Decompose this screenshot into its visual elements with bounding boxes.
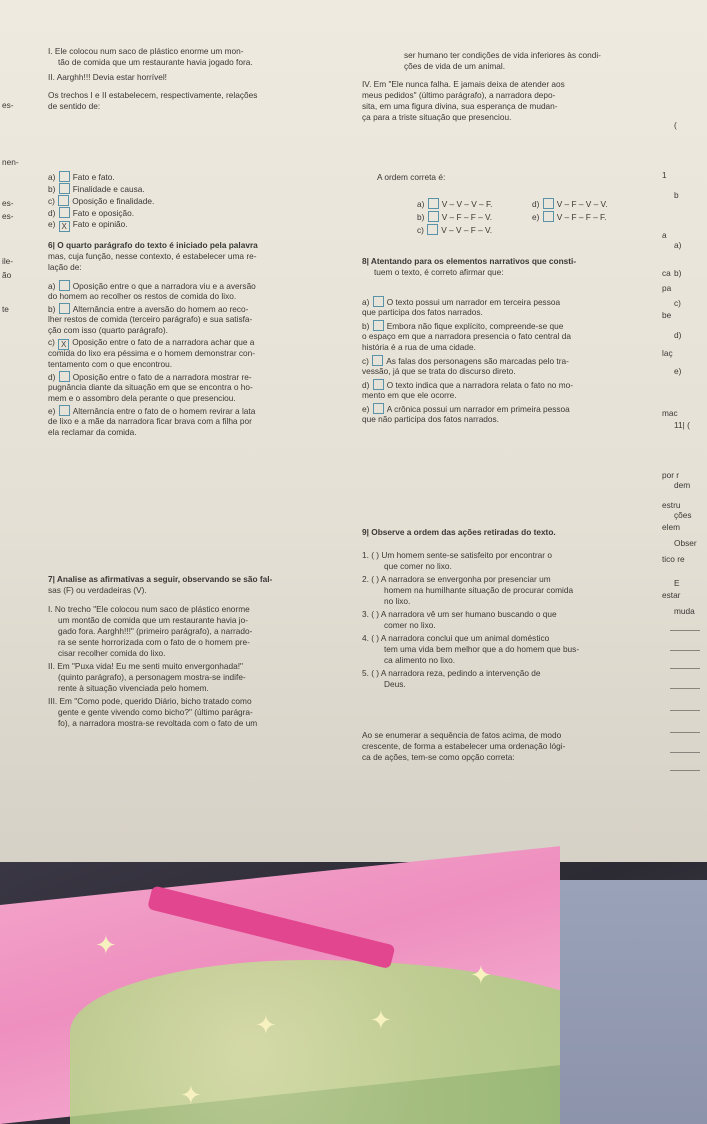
statement-text: um montão de comida que um restaurante havia jo- — [58, 615, 249, 625]
ordering-item: 5. ( ) A narradora reza, pedindo a intervenção de — [362, 668, 541, 678]
option-text: Oposição entre o fato de a narradora achar que a — [72, 337, 255, 347]
option-letter: d) — [48, 208, 58, 218]
cut-off-text: 1 — [662, 170, 667, 180]
option-text: Embora não fique explícito, compreende-se que — [386, 321, 564, 331]
option-text: V – V – F – V. — [441, 225, 493, 235]
star-icon: ✦ — [255, 1010, 277, 1040]
cut-off-text: E — [674, 578, 680, 588]
q6-option-continued: de lixo e a mãe da narradora ficar brava com a filha por — [48, 416, 252, 426]
margin-note: te — [2, 304, 9, 314]
answer-checkbox[interactable] — [428, 211, 439, 222]
q6-option-continued: comida do lixo era péssima e o homem demonstrar con- — [48, 348, 256, 358]
ordering-item-continued: Deus. — [384, 679, 406, 689]
answer-checkbox[interactable] — [59, 303, 70, 314]
answer-line — [670, 710, 700, 711]
option-text: V – F – V – V. — [556, 199, 608, 209]
option-text: Oposição e finalidade. — [72, 196, 155, 206]
answer-line — [670, 752, 700, 753]
q8-option-continued: mento em que ele ocorre. — [362, 390, 457, 400]
option-text: Fato e opinião. — [72, 219, 128, 229]
q6-option-continued: ela reclamar da comida. — [48, 427, 137, 437]
cut-off-text: elem — [662, 522, 680, 532]
statement-text: ser humano ter condições de vida inferiores às condi- — [404, 50, 601, 60]
answer-checkbox[interactable] — [59, 171, 70, 182]
option-letter: c) — [417, 225, 427, 235]
cut-off-text: 11| ( — [674, 420, 690, 430]
answer-checkbox[interactable] — [543, 211, 554, 222]
option-text: O texto possui um narrador em terceira pessoa — [386, 297, 561, 307]
cut-off-text: ções — [674, 510, 692, 520]
option-letter: d) — [532, 199, 542, 209]
answer-checkbox[interactable] — [373, 320, 384, 331]
cut-off-text: pa — [662, 283, 672, 293]
cut-off-text: mac — [662, 408, 678, 418]
statement-text: II. Em "Puxa vida! Eu me senti muito envergonhada!" — [48, 661, 243, 671]
statement-text: (quinto parágrafo), a personagem mostra-se indife- — [58, 672, 246, 682]
q7-option — [532, 198, 608, 210]
answer-checkbox[interactable] — [59, 371, 70, 382]
question-text: II. Aarghh!!! Devia estar horrível! — [48, 72, 167, 82]
question-6-text: mas, cuja função, nesse contexto, é estabelecer uma re- — [48, 251, 257, 261]
option-text: Oposição entre o que a narradora viu e a aversão — [72, 281, 256, 291]
option-text: Finalidade e causa. — [72, 184, 145, 194]
ordering-item: 3. ( ) A narradora vê um ser humano buscando o que — [362, 609, 557, 619]
statement-text: IV. Em "Ele nunca falha. E jamais deixa de atender aos — [362, 79, 565, 89]
cut-off-text: Obser — [674, 538, 697, 548]
option-text: O texto indica que a narradora relata o fato no mo- — [386, 380, 574, 390]
ordering-item-continued: homem na humilhante situação de procurar comida — [384, 585, 574, 595]
q5-option — [48, 183, 145, 195]
closing-text: Ao se enumerar a sequência de fatos acima, de modo — [362, 730, 562, 740]
star-icon: ✦ — [370, 1005, 392, 1035]
answer-line — [670, 668, 700, 669]
answer-checkbox[interactable] — [59, 207, 70, 218]
q5-option — [48, 195, 154, 207]
q6-option-continued: ção com isso (quarto parágrafo). — [48, 325, 168, 335]
statement-text: ça para a triste situação que presenciou. — [362, 112, 512, 122]
answer-checkbox[interactable] — [58, 195, 69, 206]
option-letter: c) — [362, 356, 372, 366]
option-letter: e) — [362, 404, 372, 414]
ordering-item-continued: que comer no lixo. — [384, 561, 452, 571]
cut-off-text: estru — [662, 500, 681, 510]
answer-line — [670, 650, 700, 651]
question-text: Os trechos I e II estabelecem, respectivamente, relações — [48, 90, 258, 100]
margin-note: ão — [2, 270, 12, 280]
star-icon: ✦ — [95, 930, 117, 960]
answer-line — [670, 770, 700, 771]
ordering-item: 2. ( ) A narradora se envergonha por presenciar um — [362, 574, 551, 584]
cut-off-text: estar — [662, 590, 681, 600]
option-text: Oposição entre o fato de a narradora mostrar re- — [72, 372, 252, 382]
statement-text: cisar recolher comida do lixo. — [58, 648, 166, 658]
question-7-text: 7| Analise as afirmativas a seguir, observando se são fal- — [48, 574, 273, 584]
statement-text: rente à situação vivenciada pelo homem. — [58, 683, 209, 693]
margin-note: es- — [2, 198, 14, 208]
q8-option-continued: que não participa dos fatos narrados. — [362, 414, 499, 424]
answer-line — [670, 630, 700, 631]
option-letter: c) — [48, 196, 58, 206]
q8-option-continued: história é a rua de uma cidade. — [362, 342, 476, 352]
ordering-item-continued: no lixo. — [384, 596, 411, 606]
option-letter: b) — [417, 212, 427, 222]
option-letter: d) — [362, 380, 372, 390]
option-letter: e) — [48, 219, 58, 229]
cut-off-text: a — [662, 230, 667, 240]
q6-option-continued: do homem ao recolher os restos de comida do lixo. — [48, 291, 237, 301]
option-text: Alternância entre o fato de o homem revirar a lata — [72, 406, 256, 416]
margin-note: es- — [2, 100, 14, 110]
question-6-text: lação de: — [48, 262, 82, 272]
answer-line — [670, 732, 700, 733]
option-letter: b) — [48, 184, 58, 194]
q7-option — [417, 224, 492, 236]
question-6-text: 6| O quarto parágrafo do texto é iniciado pela palavra — [48, 240, 258, 250]
q6-option-continued: mem e o assombro dela perante o que presenciou. — [48, 393, 236, 403]
answer-checkbox[interactable] — [59, 280, 70, 291]
question-text: tão de comida que um restaurante havia jogado fora. — [58, 57, 253, 67]
star-icon: ✦ — [180, 1080, 202, 1110]
option-letter: a) — [48, 172, 58, 182]
cut-off-text: d) — [674, 330, 682, 340]
q7-option — [417, 211, 492, 223]
statement-text: meus pedidos" (último parágrafo), a narradora depo- — [362, 90, 556, 100]
blanket-grey-fold — [560, 880, 707, 1124]
answer-checkbox[interactable] — [373, 296, 384, 307]
ordering-item-continued: tem uma vida bem melhor que a do homem que bus- — [384, 644, 580, 654]
answer-checkbox[interactable] — [373, 403, 384, 414]
option-text: V – F – F – F. — [556, 212, 607, 222]
q8-option-continued: vessão, já que se trata do discurso direto. — [362, 366, 516, 376]
statement-text: sita, em uma figura divina, sua esperança de mudan- — [362, 101, 558, 111]
cut-off-text: ( — [674, 120, 677, 130]
answer-checkbox[interactable] — [59, 405, 70, 416]
q6-option-continued: tentamento com o que encontrou. — [48, 359, 173, 369]
margin-note: es- — [2, 211, 14, 221]
cut-off-text: c) — [674, 298, 681, 308]
option-letter: c) — [48, 337, 58, 347]
statement-text: III. Em "Como pode, querido Diário, bicho tratado como — [48, 696, 252, 706]
option-letter: d) — [48, 372, 58, 382]
cut-off-text: be — [662, 310, 672, 320]
statement-text: gente e gente vivendo como bicho?" (último parágra- — [58, 707, 253, 717]
answer-line — [670, 688, 700, 689]
question-text: de sentido de: — [48, 101, 101, 111]
statement-text: ções de vida de um animal. — [404, 61, 506, 71]
answer-checkbox[interactable] — [543, 198, 554, 209]
q5-option — [48, 207, 134, 219]
cut-off-text: por r — [662, 470, 680, 480]
cut-off-text: dem — [674, 480, 691, 490]
option-letter: b) — [48, 304, 58, 314]
margin-note: ile- — [2, 256, 14, 266]
answer-checkbox[interactable] — [373, 379, 384, 390]
closing-text: ca de ações, tem-se como opção correta: — [362, 752, 515, 762]
option-text: V – F – F – V. — [441, 212, 493, 222]
question-8-text: 8| Atentando para os elementos narrativos que consti- — [362, 256, 577, 266]
answer-checkbox[interactable]: X — [58, 339, 69, 350]
ordering-item-continued: comer no lixo. — [384, 620, 436, 630]
ordering-item-continued: ca alimento no lixo. — [384, 655, 456, 665]
ordering-item: 1. ( ) Um homem sente-se satisfeito por encontrar o — [362, 550, 552, 560]
question-9-text: 9| Observe a ordem das ações retiradas do texto. — [362, 527, 556, 537]
answer-checkbox[interactable]: X — [59, 221, 70, 232]
margin-note: nen- — [2, 157, 19, 167]
q6-option-continued: pugnância diante da situação em que se encontra o ho- — [48, 382, 253, 392]
statement-text: gado fora. Aarghh!!!" (primeiro parágrafo), a narrado- — [58, 626, 253, 636]
option-text: A crônica possui um narrador em primeira pessoa — [386, 404, 570, 414]
question-text: I. Ele colocou num saco de plástico enorme um mon- — [48, 46, 244, 56]
question-8-text: tuem o texto, é correto afirmar que: — [374, 267, 504, 277]
question-7-text: sas (F) ou verdadeiras (V). — [48, 585, 147, 595]
q7-option — [417, 198, 492, 210]
cut-off-text: ca — [662, 268, 671, 278]
answer-checkbox[interactable] — [427, 224, 438, 235]
cut-off-text: b — [674, 190, 679, 200]
q7-option — [532, 211, 607, 223]
option-letter: a) — [417, 199, 427, 209]
q6-option-continued: lher restos de comida (terceiro parágrafo) e sua satisfa- — [48, 314, 253, 324]
q8-option-continued: que participa dos fatos narrados. — [362, 307, 483, 317]
ordering-item: 4. ( ) A narradora conclui que um animal doméstico — [362, 633, 550, 643]
answer-checkbox[interactable] — [59, 183, 70, 194]
option-text: V – V – V – F. — [441, 199, 493, 209]
option-letter: a) — [362, 297, 372, 307]
cut-off-text: muda — [674, 606, 695, 616]
q8-option-continued: o espaço em que a narradora presencia o fato central da — [362, 331, 571, 341]
cut-off-text: tico re — [662, 554, 685, 564]
statement-text: ra se sente horrorizada com o fato de o homem pre- — [58, 637, 250, 647]
q5-option — [48, 219, 128, 232]
answer-order-label: A ordem correta é: — [377, 172, 446, 182]
statement-text: I. No trecho "Ele colocou num saco de plástico enorme — [48, 604, 250, 614]
q5-option — [48, 171, 115, 183]
option-letter: a) — [48, 281, 58, 291]
closing-text: crescente, de forma a estabelecer uma ordenação lógi- — [362, 741, 566, 751]
option-text: Fato e fato. — [72, 172, 115, 182]
cut-off-text: laç — [662, 348, 673, 358]
answer-checkbox[interactable] — [428, 198, 439, 209]
cut-off-text: e) — [674, 366, 682, 376]
option-letter: e) — [532, 212, 542, 222]
option-letter: b) — [362, 321, 372, 331]
option-text: As falas dos personagens são marcadas pelo tra- — [386, 356, 569, 366]
cut-off-text: b) — [674, 268, 682, 278]
answer-checkbox[interactable] — [372, 355, 383, 366]
option-text: Fato e oposição. — [72, 208, 135, 218]
option-text: Alternância entre a aversão do homem ao reco- — [72, 304, 249, 314]
statement-text: fo), a narradora mostra-se revoltada com o fato de um — [58, 718, 258, 728]
cut-off-text: a) — [674, 240, 682, 250]
star-icon: ✦ — [470, 960, 492, 990]
option-letter: e) — [48, 406, 58, 416]
